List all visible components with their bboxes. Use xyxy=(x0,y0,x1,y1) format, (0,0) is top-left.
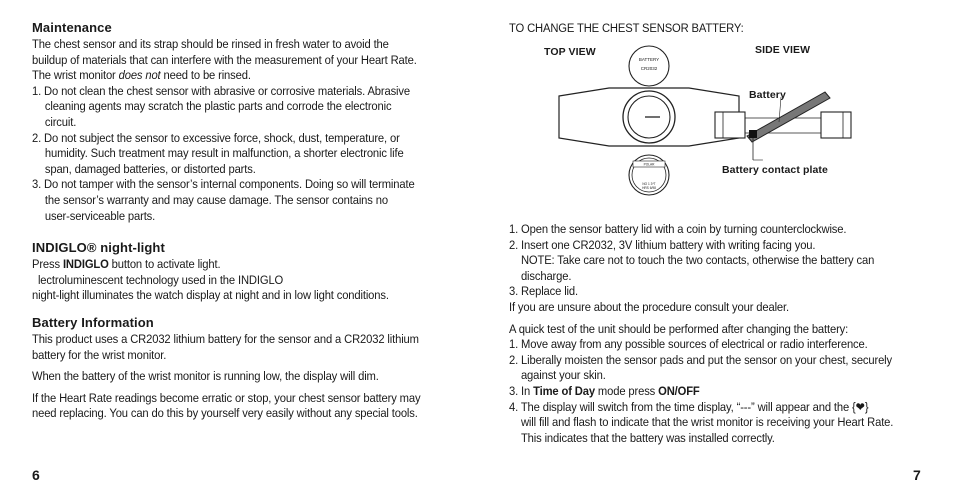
test-item: 2. Liberally moisten the sensor pads and put the sensor on your chest, securely against your skin. xyxy=(509,352,893,383)
intro-line: buildup of materials that can interfere with the measurement of your Heart Rate. xyxy=(32,52,417,67)
contact-plate-label: Battery contact plate xyxy=(722,164,828,176)
battery-text-2: CR2032 xyxy=(640,66,658,71)
quick-test-intro: A quick test of the unit should be performed after changing the battery: xyxy=(509,321,849,336)
maintenance-intro xyxy=(32,37,455,224)
sensor-diagram xyxy=(549,40,889,200)
battery-change-title: TO CHANGE THE CHEST SENSOR BATTERY: xyxy=(509,21,744,35)
battery-heading: Battery Information xyxy=(32,315,154,330)
lid-text-3: HRS 6/98 xyxy=(642,186,656,190)
side-right-block xyxy=(821,112,851,138)
page-number-right: 7 xyxy=(913,467,921,483)
test-item: 4. The display will switch from the time display, “---” will appear and the {❤} will fill and flash to indicate that the wrist monitor is receiving your Heart Rate. This indicates that the battery was installed correctly. xyxy=(509,399,894,445)
intro-line: The chest sensor and its strap should be rinsed in fresh water to avoid the xyxy=(32,37,389,51)
test-item: 3. In Time of Day mode press ON/OFF xyxy=(509,383,700,398)
lid-text-1: POLAR xyxy=(643,162,655,167)
intro-line: The wrist monitor does not need to be rinsed. xyxy=(32,68,251,83)
side-left-block xyxy=(715,112,745,138)
indiglo-heading: INDIGLO® night-light xyxy=(32,240,165,255)
contact-plate xyxy=(749,130,757,138)
side-battery xyxy=(747,92,830,142)
battery-text: This product uses a CR2032 lithium battery for the sensor and a CR2032 lithium battery for the wrist monitor. When the battery of the wrist monitor is running low, the display will dim. If the Heart Rate readings become erratic or stop, your chest sensor battery may need replacing. You can do this by yourself very easily without any special tools. xyxy=(32,332,421,421)
side-view-label: SIDE VIEW xyxy=(755,44,811,56)
step-item: 2. Insert one CR2032, 3V lithium battery with writing facing you. NOTE: Take care not to touch the two contacts, otherwise the battery can discharge. xyxy=(509,237,875,283)
heart-icon: ❤ xyxy=(855,399,865,414)
indiglo-text: Press INDIGLO button to activate light. lectroluminescent technology used in the INDIGLO night-light illuminates the watch display at night and in low light conditions. xyxy=(32,257,389,303)
battery-steps xyxy=(509,222,932,446)
test-item: 1. Move away from any possible sources of electrical or radio interference. xyxy=(509,337,868,352)
page-number-left: 6 xyxy=(32,467,40,483)
lid-text-2: NO 1 3*T xyxy=(642,182,656,186)
maintenance-list-item: 1. Do not clean the chest sensor with abrasive or corrosive materials. Abrasive cleaning agents may scratch the plastic parts and corrode the electronic circuit. xyxy=(32,83,410,129)
top-view-label: TOP VIEW xyxy=(544,46,596,58)
step-item: 1. Open the sensor battery lid with a coin by turning counterclockwise. xyxy=(509,222,847,236)
battery-text-1: BATTERY xyxy=(638,57,660,62)
maintenance-list-item: 3. Do not tamper with the sensor’s internal components. Doing so will terminate the sensor’s warranty and may cause damage. The sensor contains no user-serviceable parts. xyxy=(32,177,415,223)
maintenance-heading: Maintenance xyxy=(32,20,112,35)
unsure-line: If you are unsure about the procedure consult your dealer. xyxy=(509,299,789,314)
maintenance-list-item: 2. Do not subject the sensor to excessive force, shock, dust, temperature, or humidity. Such treatment may result in malfunction, a shorter electronic life span, damaged batteries, or distorted parts. xyxy=(32,130,404,176)
step-item: 3. Replace lid. xyxy=(509,284,578,299)
battery-label: Battery xyxy=(749,89,786,101)
